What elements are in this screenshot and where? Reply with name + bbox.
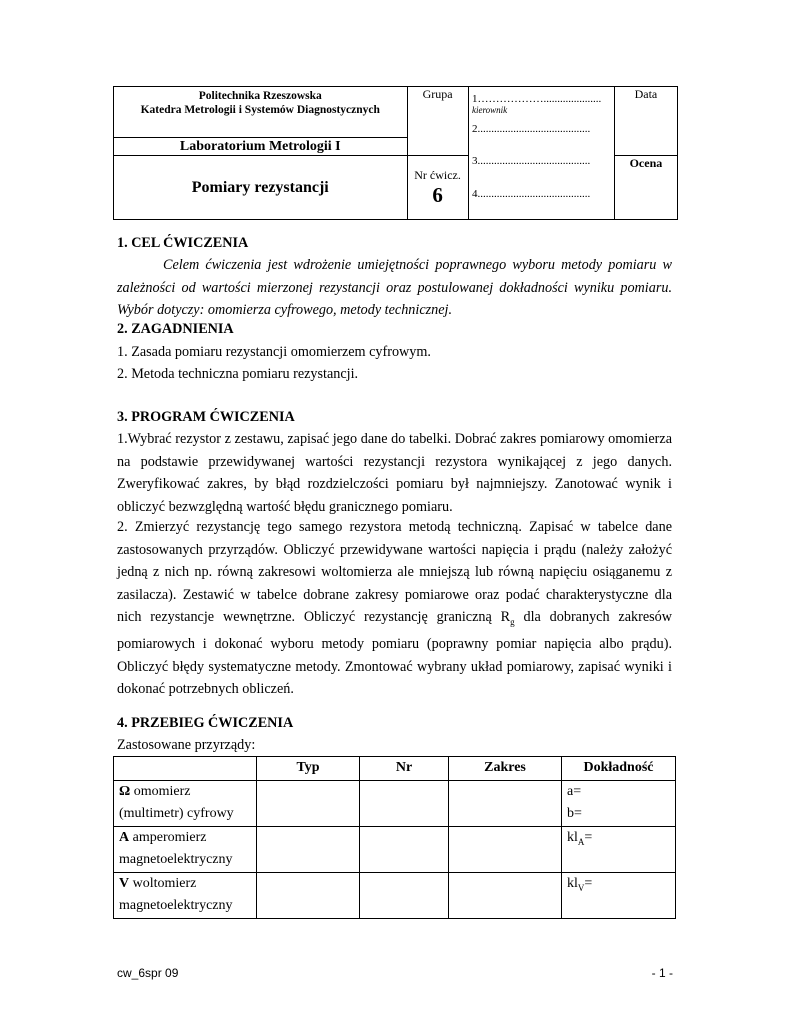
typ-cell[interactable] [257, 826, 360, 872]
nr-cell[interactable] [360, 826, 449, 872]
instrument-name: woltomierz [129, 875, 197, 891]
data-cell [614, 87, 677, 156]
table-row [114, 780, 676, 826]
exercise-title: Pomiary rezystancji [191, 178, 329, 196]
zakres-cell[interactable] [449, 780, 562, 826]
exercise-title-cell [114, 156, 408, 220]
data-label: Data [634, 87, 658, 101]
instrument-name-line-2: magnetoelektryczny [119, 898, 233, 913]
nr-value: 6 [432, 183, 443, 207]
member-1-role: kierownik [472, 105, 508, 115]
table-row [114, 872, 676, 918]
accuracy-class: kl [567, 829, 578, 845]
grupa-cell [407, 87, 468, 156]
section-3-paragraph-2-part-a: 2. Zmierzyć rezystancję tego samego rezystora metodą techniczną. Zapisać w tabelce dane zastosowanych przyrządów. Obliczyć przewidywane wartości napięcia i prądu (należy założyć jedną z nich np. równą zakresowi woltomierza ale mniejszą lub równą napięciu osiąganemu z zasilacza). Zestawić w tabelce dobrane zakresy pomiarowe oraz podać charakterystyczne dla nich rezystancje wewnętrzne. Obliczyć rezystancję graniczną R [117, 519, 672, 625]
instruments-table [113, 756, 676, 919]
dokladnosc-cell[interactable] [562, 826, 676, 872]
typ-cell[interactable] [257, 872, 360, 918]
ohm-symbol: Ω [119, 783, 131, 799]
header-dokladnosc: Dokładność [562, 757, 676, 781]
zakres-cell[interactable] [449, 826, 562, 872]
section-3-paragraph-2 [117, 516, 672, 701]
section-3-subscript-g: g [510, 616, 515, 627]
ocena-label: Ocena [629, 156, 663, 170]
instrument-name: omomierz [130, 783, 191, 799]
section-2-item-1: 1. Zasada pomiaru rezystancji omomierzem cyfrowym. [117, 344, 431, 360]
ammeter-symbol: A [119, 829, 130, 845]
instrument-name-line-2: magnetoelektryczny [119, 852, 233, 867]
accuracy-b: b= [567, 806, 582, 821]
table-row [114, 826, 676, 872]
department-name: Katedra Metrologii i Systemów Diagnostycznych [140, 104, 380, 116]
section-1-body: Celem ćwiczenia jest wdrożenie umiejętności poprawnego wyboru metody pomiaru w zależności od wartości mierzonej rezystancji oraz postulowanej dokładności wyniku pomiaru. Wybór dotyczy: omomierza cyfrowego, metody technicznej. [117, 257, 672, 318]
institution-cell [114, 87, 408, 138]
header-zakres: Zakres [449, 757, 562, 781]
accuracy-class-sub: A [577, 836, 585, 847]
section-1-heading: 1. CEL ĆWICZENIA [117, 235, 249, 251]
header-table [113, 86, 678, 220]
header-nr: Nr [360, 757, 449, 781]
lab-name-cell [114, 138, 408, 156]
header-empty [114, 757, 257, 781]
member-4-line: 4......................................... [472, 188, 591, 200]
accuracy-class: kl [567, 875, 578, 891]
nr-cell [407, 156, 468, 220]
section-2-heading: 2. ZAGADNIENIA [117, 321, 234, 337]
member-1-line: 1………………..................... [472, 93, 602, 105]
accuracy-class-eq: = [584, 875, 593, 891]
accuracy-class-eq: = [584, 829, 593, 845]
voltmeter-symbol: V [119, 875, 130, 891]
zakres-cell[interactable] [449, 872, 562, 918]
instrument-name: amperomierz [129, 829, 207, 845]
instrument-name-line-2: (multimetr) cyfrowy [119, 806, 234, 821]
instruments-intro: Zastosowane przyrządy: [117, 737, 256, 753]
section-3-paragraph-2-part-b: dla dobranych zakresów pomiarowych i dokonać wyboru metody pomiaru (poprawny pomiar napięcia albo prądu). Obliczyć błędy systematyczne metody. Zmontować wybrany układ pomiarowy, zapisać wyniki i dokonać potrzebnych obliczeń. [117, 609, 672, 698]
instrument-name-cell [114, 826, 257, 872]
dokladnosc-cell[interactable] [562, 872, 676, 918]
member-3-line: 3......................................... [472, 155, 591, 167]
nr-label: Nr ćwicz. [414, 168, 461, 182]
section-3-heading: 3. PROGRAM ĆWICZENIA [117, 409, 295, 425]
section-3-paragraph-1: 1.Wybrać rezystor z zestawu, zapisać jego dane do tabelki. Dobrać zakres pomiarowy omomierza na podstawie przewidywanej wartości rezystancji rezystora wynikającej z jego danych. Zweryfikować zakres, by błąd rozdzielczości pomiaru był najmniejszy. Zanotować wynik i obliczyć bezwzględną wartość błędu granicznego pomiaru. [117, 431, 672, 515]
header-typ: Typ [257, 757, 360, 781]
ocena-cell [614, 156, 677, 220]
instrument-name-cell [114, 780, 257, 826]
nr-cell[interactable] [360, 872, 449, 918]
instrument-name-cell [114, 872, 257, 918]
accuracy-class-sub: V [577, 882, 585, 893]
institution-name: Politechnika Rzeszowska [198, 90, 322, 102]
dokladnosc-cell[interactable] [562, 780, 676, 826]
accuracy-a: a= [567, 783, 582, 799]
lab-name: Laboratorium Metrologii I [179, 139, 341, 154]
typ-cell[interactable] [257, 780, 360, 826]
footer-filename: cw_6spr 09 [117, 966, 179, 980]
section-2-item-2: 2. Metoda techniczna pomiaru rezystancji. [117, 366, 359, 382]
member-2-line: 2......................................... [472, 123, 591, 135]
instruments-header-row [114, 757, 676, 781]
nr-cell[interactable] [360, 780, 449, 826]
footer-page-number: - 1 - [651, 966, 673, 980]
section-4-heading: 4. PRZEBIEG ĆWICZENIA [117, 715, 294, 731]
grupa-label: Grupa [422, 87, 453, 101]
